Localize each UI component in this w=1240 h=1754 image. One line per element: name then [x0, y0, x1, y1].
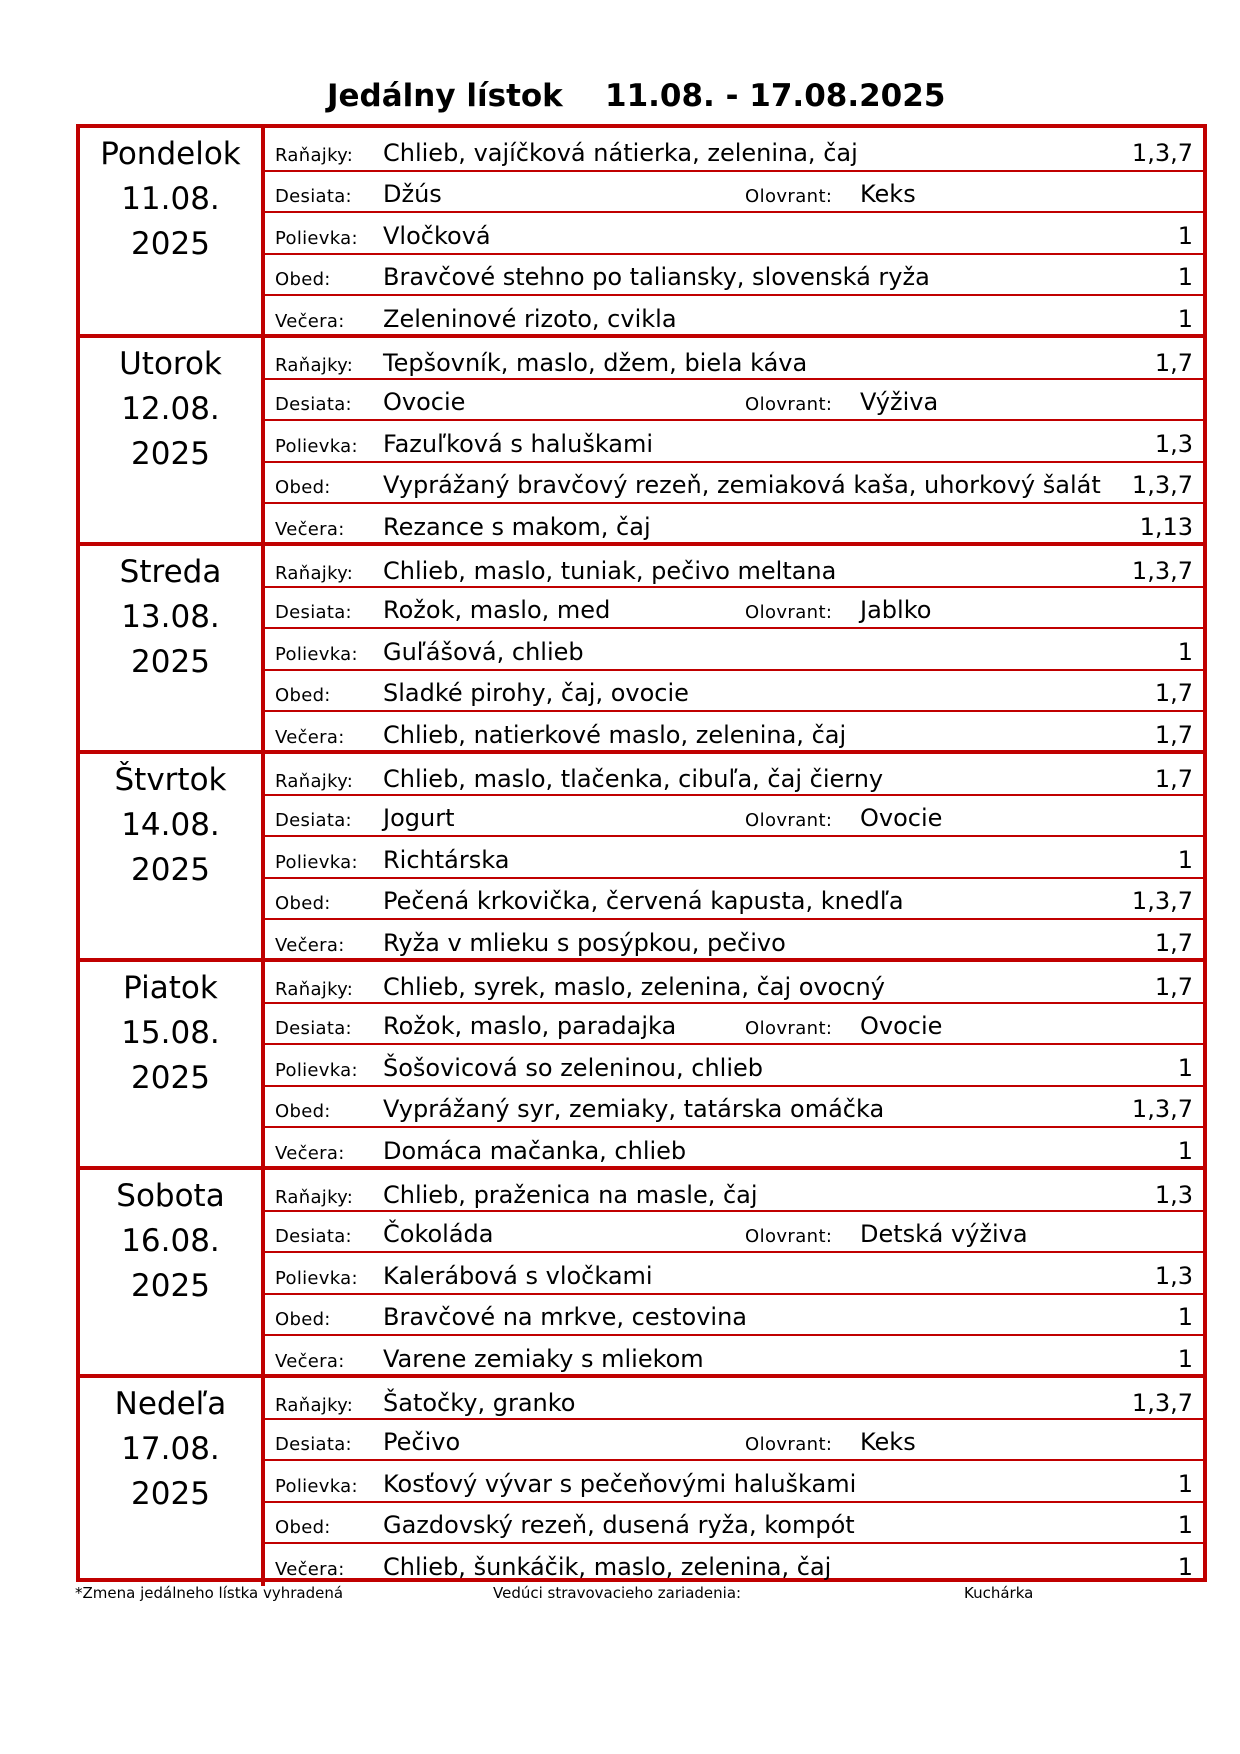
meal-dish: Gazdovský rezeň, dusená ryža, kompót — [383, 1511, 855, 1540]
day-year: 2025 — [131, 436, 210, 472]
meal-dish: Domáca mačanka, chlieb — [383, 1136, 687, 1165]
olovrant-dish: Výživa — [860, 388, 939, 417]
meal-dish: Fazuľková s haluškami — [383, 429, 654, 458]
day-year: 2025 — [131, 1060, 210, 1096]
meal-row-polievka — [265, 1251, 1203, 1293]
meal-dish: Zeleninové rizoto, cvikla — [383, 304, 677, 333]
day-year: 2025 — [131, 226, 210, 262]
allergen-codes: 1 — [1177, 1552, 1193, 1581]
meal-row-desiata — [265, 1002, 1203, 1044]
meal-label: Obed: — [275, 477, 331, 499]
footer-manager: Vedúci stravovacieho zariadenia: — [493, 1584, 742, 1602]
allergen-codes: 1 — [1177, 1303, 1193, 1332]
meal-label: Raňajky: — [275, 562, 354, 584]
meal-row-ranajky — [265, 338, 1203, 380]
meal-dish: Rezance s makom, čaj — [383, 512, 651, 541]
meal-row-obed — [265, 253, 1203, 295]
meal-row-vecera — [265, 1334, 1203, 1376]
day-date: 15.08. — [121, 1015, 220, 1051]
meal-label: Polievka: — [275, 1475, 358, 1497]
allergen-codes: 1 — [1177, 1053, 1193, 1082]
day-block — [80, 338, 1203, 544]
meal-dish: Richtárska — [383, 845, 510, 874]
allergen-codes: 1,3,7 — [1131, 1095, 1193, 1124]
allergen-codes: 1,3 — [1154, 1180, 1193, 1209]
meal-label: Obed: — [275, 1517, 331, 1539]
footer-note: *Zmena jedálneho lístka vyhradená — [75, 1584, 344, 1602]
allergen-codes: 1,3 — [1154, 1261, 1193, 1290]
meal-label: Obed: — [275, 269, 331, 291]
meal-label: Večera: — [275, 1142, 345, 1164]
meal-row-desiata — [265, 1210, 1203, 1252]
meal-row-obed — [265, 1085, 1203, 1127]
allergen-codes: 1,7 — [1154, 348, 1193, 377]
meal-label: Raňajky: — [275, 144, 354, 166]
meal-label: Večera: — [275, 1558, 345, 1580]
allergen-codes: 1 — [1177, 1136, 1193, 1165]
meal-label: Raňajky: — [275, 354, 354, 376]
meal-row-ranajky — [265, 962, 1203, 1004]
meal-dish: Rožok, maslo, paradajka — [383, 1012, 677, 1041]
meal-row-obed — [265, 461, 1203, 503]
allergen-codes: 1 — [1177, 1469, 1193, 1498]
meal-row-polievka — [265, 1043, 1203, 1085]
day-name: Sobota — [116, 1178, 225, 1214]
meal-row-obed — [265, 1293, 1203, 1335]
allergen-codes: 1,7 — [1154, 764, 1193, 793]
day-meals — [265, 546, 1203, 754]
day-label — [80, 754, 265, 962]
meal-dish: Varene zemiaky s mliekom — [383, 1344, 704, 1373]
meal-row-desiata — [265, 170, 1203, 212]
day-block — [80, 546, 1203, 752]
day-date: 16.08. — [121, 1223, 220, 1259]
meal-label: Večera: — [275, 1350, 345, 1372]
meal-row-polievka — [265, 211, 1203, 253]
day-meals — [265, 128, 1203, 336]
meal-label: Desiata: — [275, 1434, 352, 1456]
allergen-codes: 1,3,7 — [1131, 887, 1193, 916]
meal-row-obed — [265, 877, 1203, 919]
meal-dish: Guľášová, chlieb — [383, 637, 584, 666]
meal-label: Polievka: — [275, 435, 358, 457]
meal-label: Desiata: — [275, 1018, 352, 1040]
meal-dish: Jogurt — [383, 804, 455, 833]
meal-label: Raňajky: — [275, 978, 354, 1000]
olovrant-label: Olovrant: — [745, 186, 833, 208]
day-block — [80, 1378, 1203, 1584]
allergen-codes: 1 — [1177, 221, 1193, 250]
day-block — [80, 1170, 1203, 1376]
page-header — [0, 78, 1240, 122]
day-year: 2025 — [131, 644, 210, 680]
meal-dish: Džús — [383, 180, 442, 209]
meal-label: Desiata: — [275, 394, 352, 416]
olovrant-label: Olovrant: — [745, 1018, 833, 1040]
olovrant-dish: Keks — [860, 1428, 916, 1457]
meal-label: Večera: — [275, 310, 345, 332]
day-label — [80, 1170, 265, 1378]
meal-row-vecera — [265, 294, 1203, 336]
meal-dish: Rožok, maslo, med — [383, 596, 611, 625]
meal-dish: Chlieb, maslo, tuniak, pečivo meltana — [383, 556, 837, 585]
meal-row-polievka — [265, 419, 1203, 461]
allergen-codes: 1 — [1177, 304, 1193, 333]
meal-row-ranajky — [265, 546, 1203, 588]
meal-row-vecera — [265, 502, 1203, 544]
olovrant-dish: Ovocie — [860, 804, 943, 833]
day-label — [80, 128, 265, 336]
meal-dish: Ryža v mlieku s posýpkou, pečivo — [383, 928, 786, 957]
day-year: 2025 — [131, 852, 210, 888]
day-block — [80, 128, 1203, 336]
day-name: Piatok — [123, 970, 218, 1006]
meal-dish: Pečivo — [383, 1428, 461, 1457]
day-date: 14.08. — [121, 807, 220, 843]
allergen-codes: 1,7 — [1154, 928, 1193, 957]
meal-row-desiata — [265, 586, 1203, 628]
meal-row-vecera — [265, 1542, 1203, 1584]
meal-label: Polievka: — [275, 1059, 358, 1081]
day-meals — [265, 1378, 1203, 1586]
olovrant-label: Olovrant: — [745, 1434, 833, 1456]
allergen-codes: 1 — [1177, 1511, 1193, 1540]
meal-label: Raňajky: — [275, 770, 354, 792]
meal-dish: Kalerábová s vločkami — [383, 1261, 653, 1290]
olovrant-label: Olovrant: — [745, 1226, 833, 1248]
meal-dish: Čokoláda — [383, 1220, 494, 1249]
meal-label: Večera: — [275, 726, 345, 748]
meal-dish: Vločková — [383, 221, 491, 250]
allergen-codes: 1 — [1177, 263, 1193, 292]
meal-label: Desiata: — [275, 810, 352, 832]
meal-label: Raňajky: — [275, 1394, 354, 1416]
allergen-codes: 1 — [1177, 637, 1193, 666]
meal-row-polievka — [265, 835, 1203, 877]
page-title: Jedálny lístok — [327, 78, 563, 114]
allergen-codes: 1,3,7 — [1131, 138, 1193, 167]
meal-row-ranajky — [265, 128, 1203, 170]
meal-dish: Chlieb, vajíčková nátierka, zelenina, čaj — [383, 138, 858, 167]
day-name: Utorok — [119, 346, 222, 382]
allergen-codes: 1,7 — [1154, 972, 1193, 1001]
olovrant-dish: Keks — [860, 180, 916, 209]
meal-row-obed — [265, 1501, 1203, 1543]
meal-dish: Šatočky, granko — [383, 1388, 576, 1417]
meal-row-desiata — [265, 1418, 1203, 1460]
allergen-codes: 1,13 — [1139, 512, 1193, 541]
olovrant-label: Olovrant: — [745, 602, 833, 624]
meal-label: Desiata: — [275, 1226, 352, 1248]
meal-label: Obed: — [275, 1309, 331, 1331]
day-name: Streda — [119, 554, 222, 590]
day-year: 2025 — [131, 1268, 210, 1304]
allergen-codes: 1,7 — [1154, 720, 1193, 749]
olovrant-dish: Jablko — [860, 596, 932, 625]
olovrant-label: Olovrant: — [745, 394, 833, 416]
day-year: 2025 — [131, 1476, 210, 1512]
day-label — [80, 1378, 265, 1586]
meal-label: Desiata: — [275, 186, 352, 208]
day-meals — [265, 338, 1203, 546]
olovrant-label: Olovrant: — [745, 810, 833, 832]
meal-dish: Pečená krkovička, červená kapusta, knedľa — [383, 887, 904, 916]
day-date: 11.08. — [121, 181, 220, 217]
meal-dish: Chlieb, šunkáčik, maslo, zelenina, čaj — [383, 1552, 832, 1581]
allergen-codes: 1,3,7 — [1131, 556, 1193, 585]
day-label — [80, 962, 265, 1170]
day-block — [80, 962, 1203, 1168]
meal-label: Večera: — [275, 934, 345, 956]
day-name: Nedeľa — [114, 1386, 227, 1422]
meal-label: Večera: — [275, 518, 345, 540]
meal-dish: Kosťový vývar s pečeňovými haluškami — [383, 1469, 857, 1498]
allergen-codes: 1 — [1177, 1344, 1193, 1373]
footer-cook: Kuchárka — [964, 1584, 1034, 1602]
day-meals — [265, 962, 1203, 1170]
meal-dish: Šošovicová so zeleninou, chlieb — [383, 1053, 763, 1082]
meal-row-ranajky — [265, 1170, 1203, 1212]
day-name: Pondelok — [100, 136, 241, 172]
allergen-codes: 1,3,7 — [1131, 471, 1193, 500]
meal-label: Desiata: — [275, 602, 352, 624]
day-date: 17.08. — [121, 1431, 220, 1467]
meal-row-vecera — [265, 1126, 1203, 1168]
day-date: 12.08. — [121, 391, 220, 427]
meal-row-obed — [265, 669, 1203, 711]
day-block — [80, 754, 1203, 960]
meal-dish: Bravčové na mrkve, cestovina — [383, 1303, 747, 1332]
meal-dish: Chlieb, syrek, maslo, zelenina, čaj ovocný — [383, 972, 885, 1001]
day-meals — [265, 754, 1203, 962]
meal-row-polievka — [265, 627, 1203, 669]
olovrant-dish: Detská výživa — [860, 1220, 1028, 1249]
meal-label: Obed: — [275, 893, 331, 915]
menu-table — [76, 124, 1207, 1582]
meal-row-desiata — [265, 794, 1203, 836]
meal-row-vecera — [265, 918, 1203, 960]
meal-dish: Vyprážaný syr, zemiaky, tatárska omáčka — [383, 1095, 885, 1124]
allergen-codes: 1,7 — [1154, 679, 1193, 708]
meal-label: Raňajky: — [275, 1186, 354, 1208]
meal-dish: Ovocie — [383, 388, 466, 417]
day-name: Štvrtok — [114, 762, 227, 798]
footer — [0, 1584, 1240, 1604]
day-label — [80, 546, 265, 754]
meal-label: Polievka: — [275, 227, 358, 249]
meal-dish: Sladké pirohy, čaj, ovocie — [383, 679, 689, 708]
meal-label: Polievka: — [275, 1267, 358, 1289]
meal-label: Obed: — [275, 1101, 331, 1123]
meal-row-vecera — [265, 710, 1203, 752]
meal-label: Obed: — [275, 685, 331, 707]
allergen-codes: 1,3 — [1154, 429, 1193, 458]
week-range: 11.08. - 17.08.2025 — [605, 78, 946, 114]
day-date: 13.08. — [121, 599, 220, 635]
olovrant-dish: Ovocie — [860, 1012, 943, 1041]
meal-row-desiata — [265, 378, 1203, 420]
meal-dish: Chlieb, natierkové maslo, zelenina, čaj — [383, 720, 847, 749]
meal-dish: Bravčové stehno po taliansky, slovenská ryža — [383, 263, 930, 292]
allergen-codes: 1,3,7 — [1131, 1388, 1193, 1417]
meal-dish: Chlieb, praženica na masle, čaj — [383, 1180, 758, 1209]
day-meals — [265, 1170, 1203, 1378]
meal-row-ranajky — [265, 754, 1203, 796]
meal-dish: Tepšovník, maslo, džem, biela káva — [383, 348, 808, 377]
meal-label: Polievka: — [275, 851, 358, 873]
meal-dish: Chlieb, maslo, tlačenka, cibuľa, čaj čierny — [383, 764, 884, 793]
meal-row-ranajky — [265, 1378, 1203, 1420]
meal-dish: Vyprážaný bravčový rezeň, zemiaková kaša, uhorkový šalát — [383, 471, 1101, 500]
allergen-codes: 1 — [1177, 845, 1193, 874]
day-label — [80, 338, 265, 546]
meal-row-polievka — [265, 1459, 1203, 1501]
meal-label: Polievka: — [275, 643, 358, 665]
